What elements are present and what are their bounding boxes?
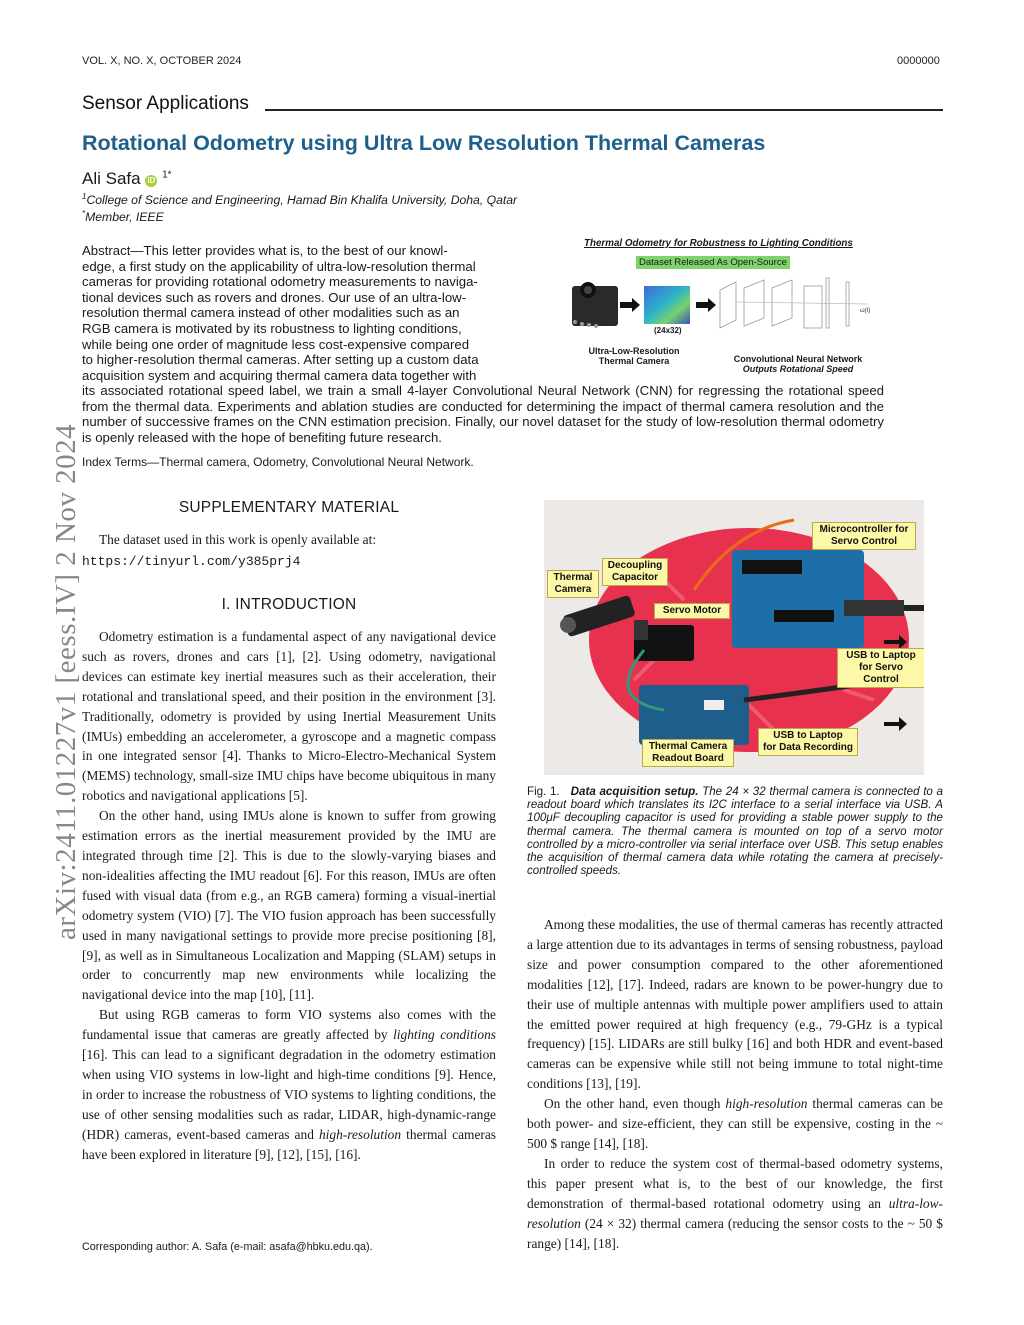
right-paragraph-2: On the other hand, even though high-resolution thermal cameras can be both power- and size-efficient, they can still be expensive, costing in the ~ 500 $ range [14], [18]. (527, 1096, 943, 1151)
label-usb-servo: USB to Laptop for Servo Control (837, 648, 924, 688)
abstract-line: cameras for providing rotational odometry measurements to naviga- (82, 274, 478, 290)
ga-camera-caption: Ultra-Low-Resolution Thermal Camera (588, 346, 680, 366)
index-terms: Index Terms—Thermal camera, Odometry, Convolutional Neural Network. (82, 455, 474, 469)
readout-board-icon (639, 685, 749, 745)
supplementary-heading: SUPPLEMENTARY MATERIAL (178, 499, 400, 516)
ga-thermal-size: (24x32) (654, 326, 682, 335)
label-servo: Servo Motor (654, 603, 730, 619)
arrow-icon (620, 298, 640, 312)
ga-diagram (548, 272, 920, 352)
abstract-narrow (82, 243, 536, 383)
cnn-layers-icon (720, 278, 871, 328)
ga-cnn-caption: Convolutional Neural Network Outputs Rotational Speed (733, 354, 863, 374)
right-column-text (527, 915, 943, 1253)
supplementary-text: The dataset used in this work is openly available at: https://tinyurl.com/y385prj4 (82, 530, 496, 572)
footnote: Corresponding author: A. Safa (e-mail: asafa@hbku.edu.qa). (82, 1241, 373, 1253)
dataset-link[interactable]: https://tinyurl.com/y385prj4 (82, 553, 301, 569)
label-thermal-camera: Thermal Camera (547, 570, 599, 598)
arrow-icon (696, 298, 716, 312)
abstract-line: RGB camera is motivated by its robustness to lighting conditions, (82, 320, 462, 336)
abstract-line: resolution thermal camera instead of other modalities such as an (82, 305, 460, 321)
abstract-line: Abstract—This letter provides what is, to the best of our knowl- (82, 243, 448, 258)
orcid-icon[interactable]: iD (147, 176, 156, 185)
author-name: Ali Safa (82, 169, 141, 188)
figure-1-caption: Fig. 1. Data acquisition setup. The 24 × 32 thermal camera is connected to a readout board which translates its I2C interface to a serial interface via USB. A 100μF decoupling capacitor is used for providing a stable power supply to the thermal camera. The thermal camera is mounted on top of a servo motor controlled by a micro-controller via serial interface over USB. This setup enables the acquisition of thermal camera data while rotating the camera at precisely-controlled speeds. (527, 785, 943, 878)
ga-badge: Dataset Released As Open-Source (636, 256, 790, 269)
figure-1-photo (544, 500, 924, 775)
affiliation-2: *Member, IEEE (82, 209, 164, 225)
introduction-heading: I. INTRODUCTION (221, 596, 357, 613)
intro-paragraph-3: But using RGB cameras to form VIO systems also comes with the fundamental issue that cameras are greatly affected by lighting conditions [16]. This can lead to a significant degradation in the odometry estimation when using VIO systems in low-light and high-time conditions [9]. Hence, in order to increase the robustness of VIO systems to lighting conditions, the use of other sensing modalities such as radar, LIDAR, high-dynamic-range (HDR) cameras, event-based cameras and high-resolution thermal cameras have been explored in literature [9], [12], [15], [16]. (82, 1007, 496, 1162)
arxiv-stamp: arXiv:2411.01227v1 [eess.IV] 2 Nov 2024 (50, 423, 82, 940)
arrow-icon (884, 717, 907, 731)
paper-title: Rotational Odometry using Ultra Low Resolution Thermal Cameras (82, 131, 766, 155)
abstract-rest: its associated rotational speed label, we train a small 4-layer Convolutional Neural Network (CNN) for regressing the rotational speed from the thermal data. Experiments and ablation studies are conducted for determining the impact of thermal camera resolution and the number of successive frames on the CNN estimation precision. Finally, our novel dataset for the study of low-resolution thermal odometry is openly released with the hope of benefiting future research. (82, 383, 884, 445)
right-paragraph-3: In order to reduce the system cost of thermal-based odometry systems, this paper present what is, to the best of our knowledge, the first demonstration of thermal-based rotational odometry using an ultra-low-resolution (24 × 32) thermal camera (reducing the sensor costs to the ~ 50 $ range) [14], [18]. (527, 1155, 943, 1251)
label-decoupling: Decoupling Capacitor (602, 558, 668, 586)
author-line (82, 169, 172, 189)
ga-title: Thermal Odometry for Robustness to Lighting Conditions (584, 238, 853, 249)
intro-paragraph-1: Odometry estimation is a fundamental aspect of any navigational device such as rovers, drones and cars [1], [2]. Using odometry, navigational devices can estimate key inertial measures such as their acceleration, their rotational and translational speed, and their position in the environment [3]. Traditionally, odometry is provided by using Inertial Measurement Units (IMUs) embedding an accelerometer, a gyroscope and a magnetic compass in one integrated sensor [4]. Thanks to Micro-Electro-Mechanical System (MEMS) technology, small-size IMU chips have become ubiquitous in many robotics and navigational applications [5]. (82, 629, 496, 804)
affiliation-1: $^1$College of Science and Engineering, Hamad Bin Khalifa University, Doha, Qatar (82, 192, 518, 208)
right-paragraph-1: Among these modalities, the use of thermal cameras has recently attracted a large attention due to its advantages in terms of sensing robustness, payload size and power consumption compared to the other aforementioned modalities [12], [17]. Indeed, radars are known to be power-hungry due to their use of multiple antennas with multiple power amplifiers used to attain the emitted power required at high frequency (e.g., 79-GHz is a typical frequency) [15]. LIDARs are still bulky [16] and both HDR and event-based cameras can be expensive while still not being immune to total night-time conditions [13], [19]. (527, 917, 943, 1092)
running-header-right: 0000000 (897, 55, 940, 67)
abstract-line: to higher-resolution thermal cameras. After setting up a custom data (82, 352, 479, 368)
thermal-frame-icon (644, 286, 690, 324)
label-microcontroller: Microcontroller for Servo Control (812, 522, 916, 550)
section-rule (265, 109, 943, 111)
label-usb-data: USB to Laptop for Data Recording (758, 728, 858, 756)
abstract-line: edge, a first study on the applicability of ultra-low-resolution thermal (82, 258, 476, 274)
label-readout: Thermal Camera Readout Board (642, 739, 734, 767)
svg-text:ω(t): ω(t) (860, 308, 871, 314)
intro-paragraph-2: On the other hand, using IMUs alone is known to suffer from growing estimation errors as the inertial measurement provided by the IMU are integrated through time [2]. This is due to the slowly-varying biases and non-idealities affecting the IMU readout [6]. For this reason, IMUs are often fused with visual data (from e.g., an RGB camera) forming a visual-inertial odometry system (VIO) [7]. The VIO fusion approach has been successfully used in many navigational settings to provide more precise positioning [8], [9], as well as in Simultaneous Localization and Mapping (SLAM) setups in order to concurrently map new environments while localizing the navigational device into the map [10], [11]. (82, 808, 496, 1003)
camera-board-icon (572, 282, 618, 328)
abstract-line: tional devices such as rovers and drones. Our use of an ultra-low- (82, 289, 467, 305)
running-header-left: VOL. X, NO. X, OCTOBER 2024 (82, 55, 242, 67)
abstract-line: while being one order of magnitude less cost-expensive compared (82, 336, 470, 352)
section-label: Sensor Applications (82, 93, 249, 114)
graphical-abstract (548, 236, 920, 380)
introduction-text (82, 627, 496, 1164)
author-marks: 1* (162, 169, 172, 181)
abstract-line: acquisition system and acquiring thermal camera data together with (82, 367, 477, 383)
